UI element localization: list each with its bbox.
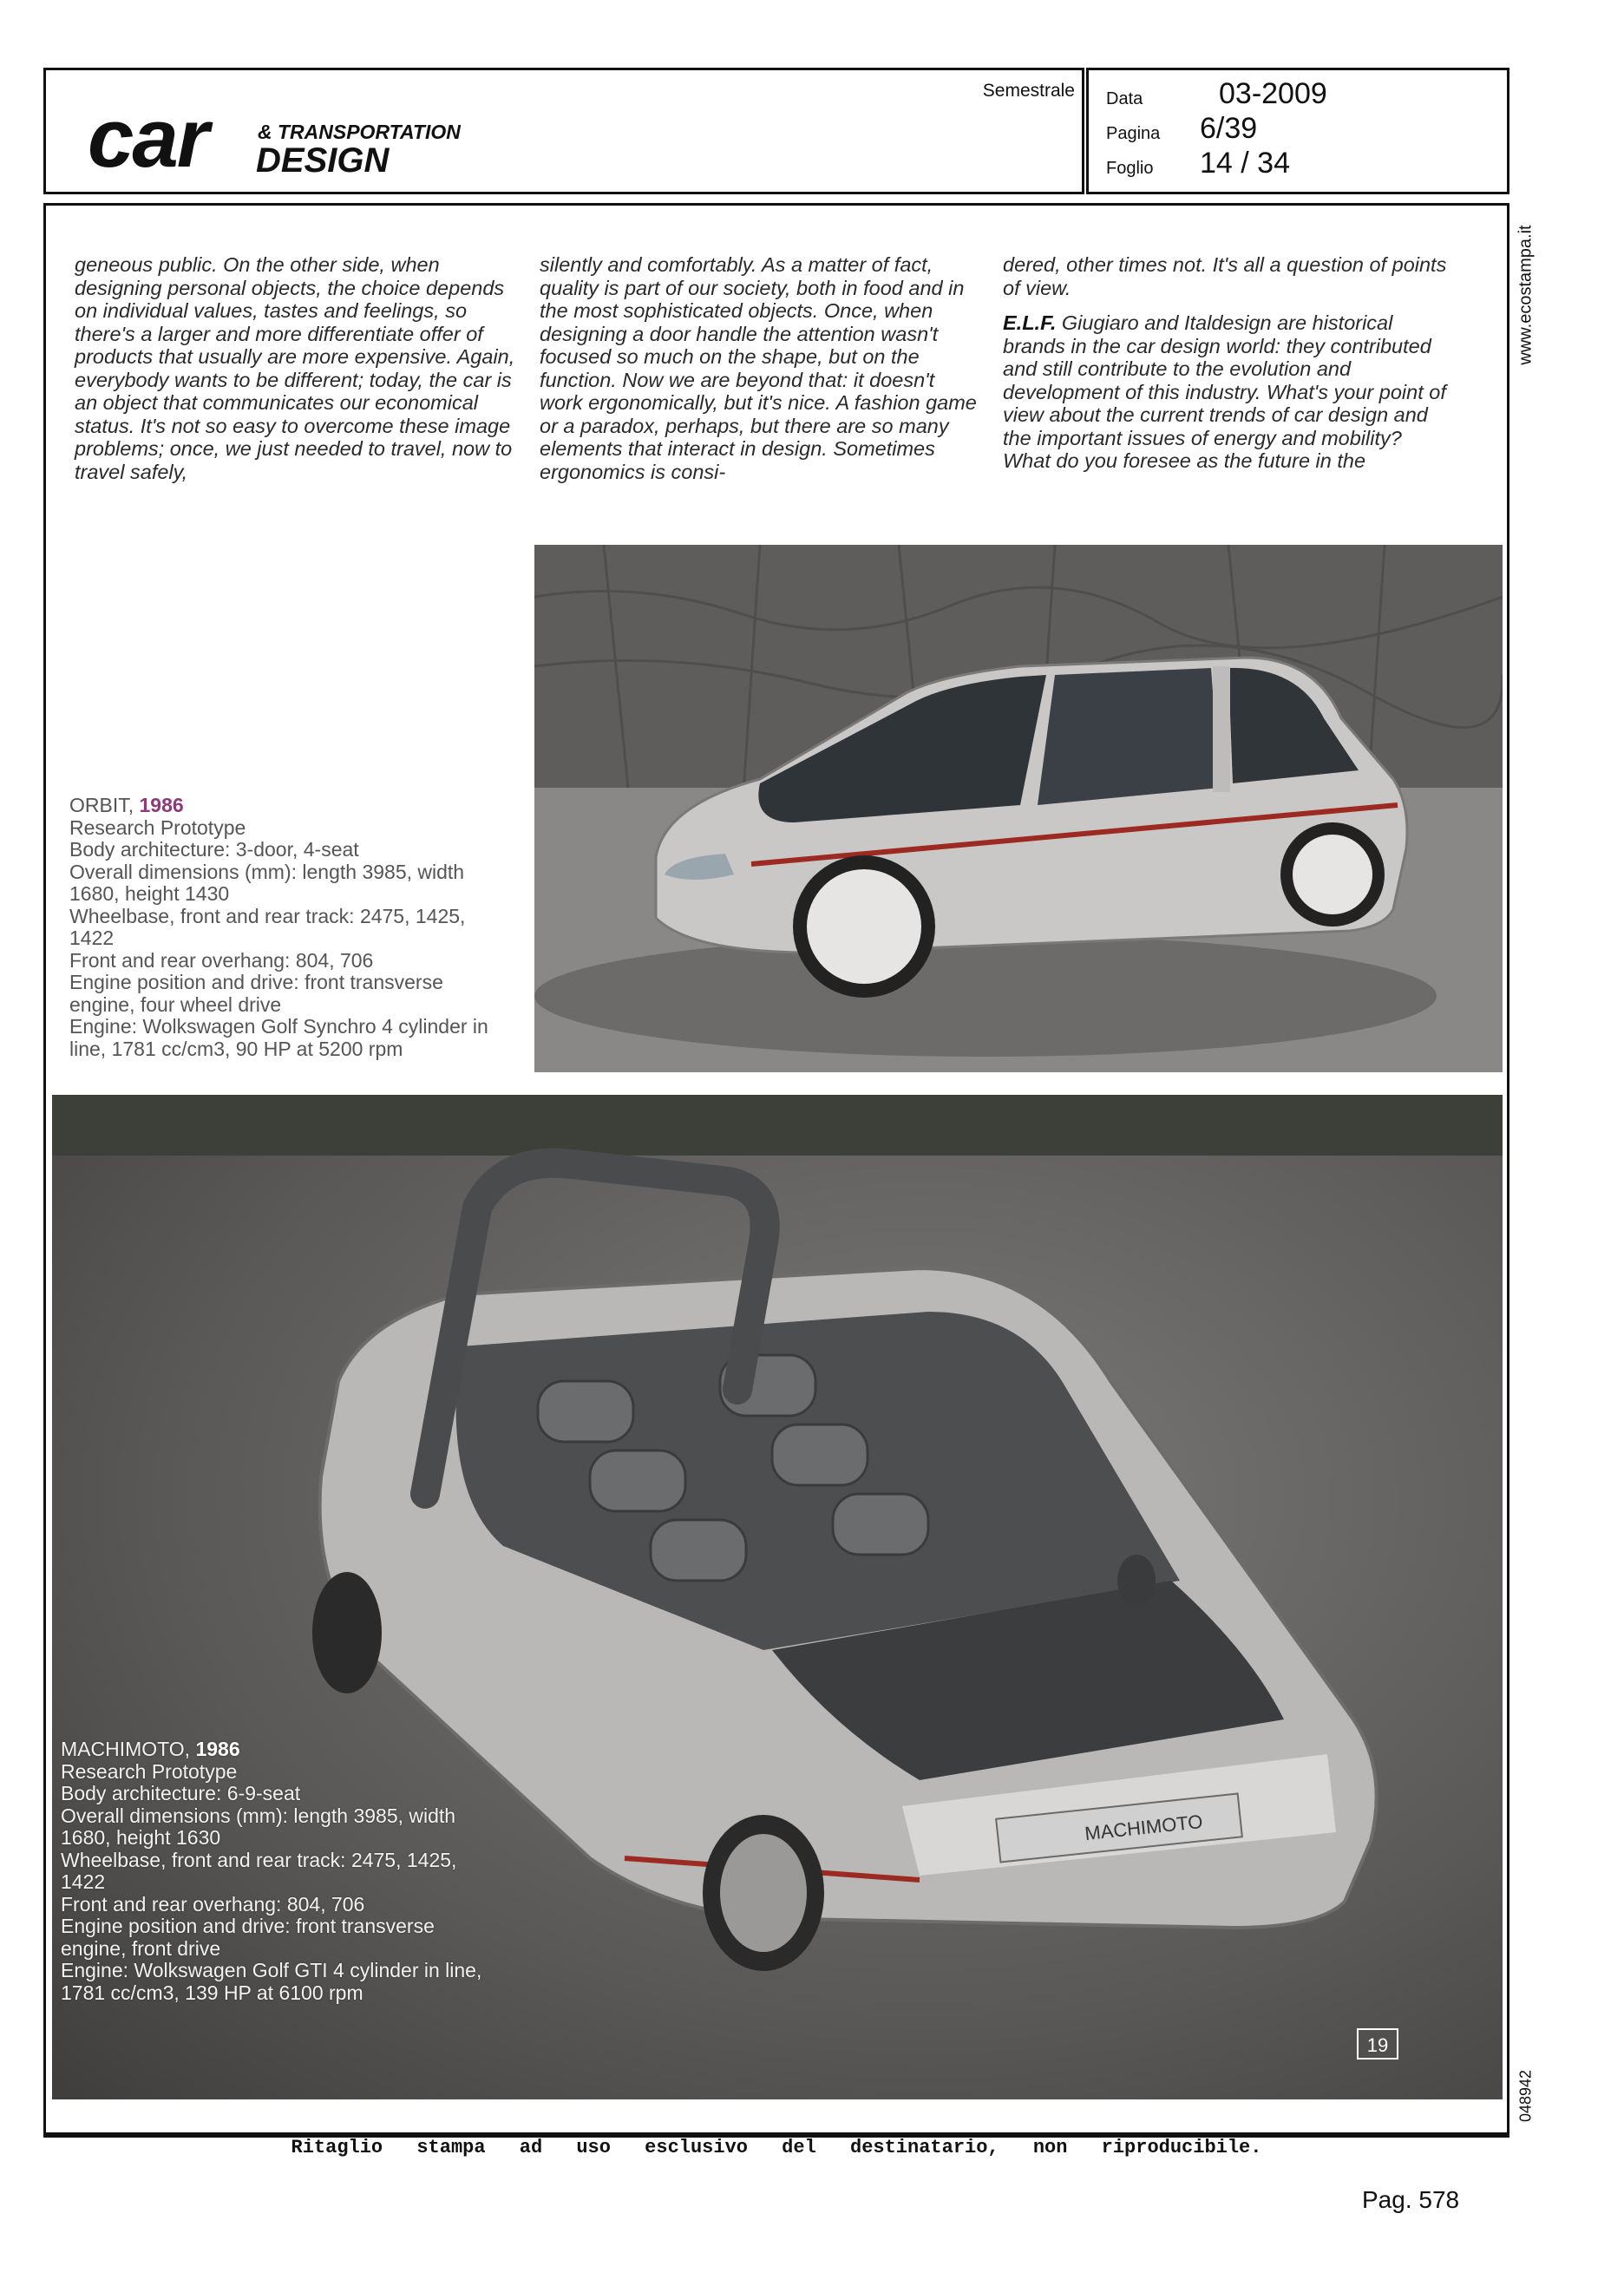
orbit-caption bbox=[69, 795, 503, 1060]
page-row bbox=[1106, 112, 1505, 147]
machimoto-caption-line: Engine: Wolkswagen Golf GTI 4 cylinder in line, 1781 cc/cm3, 139 HP at 6100 rpm bbox=[61, 1959, 482, 2004]
footer-divider bbox=[43, 2132, 1509, 2135]
orbit-caption-title bbox=[69, 795, 503, 817]
machimoto-caption-line: Engine position and drive: front transverse engine, front drive bbox=[61, 1915, 435, 1960]
clipping-info-box bbox=[1086, 68, 1509, 194]
page-label: Pagina bbox=[1106, 124, 1161, 143]
orbit-caption-line: Research Prototype bbox=[69, 815, 246, 839]
page-number: Pag. 578 bbox=[1362, 2186, 1460, 2213]
orbit-caption-line: Engine position and drive: front transverse engine, four wheel drive bbox=[69, 971, 443, 1016]
orbit-caption-line: Body architecture: 3-door, 4-seat bbox=[69, 838, 359, 861]
article-col3-text-2: Giugiaro and Italdesign are historical brands in the car design world: they contributed and still contribute to the evolution and development of this industry. What's your point of view about the current trends of car design and the important issues of energy and mobility? What do you foresee as the future in the bbox=[1003, 311, 1446, 472]
reproduction-notice: Ritaglio stampa ad uso esclusivo del destinatario, non riproducibile. bbox=[291, 2137, 1262, 2158]
machimoto-caption-title bbox=[61, 1739, 494, 1761]
machimoto-caption-line: Front and rear overhang: 804, 706 bbox=[61, 1892, 365, 1916]
article-col2-text: silently and comfortably. As a matter of fact, quality is part of our society, both in food and in the most sophisticated objects. Once, when designing a door handle the attention wasn't focused so much on the shape, but on the function. Now we are beyond that: it doesn't work ergonomically, but it's nice. A fashion game or a paradox, perhaps, but there are so many elements that interact in design. Sometimes ergonomics is consi- bbox=[540, 253, 977, 483]
side-url-strip bbox=[1513, 208, 1539, 382]
periodicity-label: Semestrale bbox=[982, 81, 1075, 101]
machimoto-year: 1986 bbox=[195, 1738, 240, 1760]
machimoto-caption-line: Wheelbase, front and rear track: 2475, 1425, 1422 bbox=[61, 1848, 457, 1893]
article-col3-paragraph-2 bbox=[1003, 311, 1454, 473]
orbit-caption-line: Engine: Wolkswagen Golf Synchro 4 cylinder in line, 1781 cc/cm3, 90 HP at 5200 rpm bbox=[69, 1015, 488, 1060]
date-value: 03-2009 bbox=[1219, 77, 1327, 110]
page-value: 6/39 bbox=[1200, 112, 1258, 145]
masthead-box bbox=[43, 68, 1084, 194]
date-label: Data bbox=[1106, 89, 1143, 108]
machimoto-plate-text: MACHIMOTO bbox=[1084, 1810, 1204, 1845]
sheet-row bbox=[1106, 147, 1505, 181]
side-code-strip bbox=[1513, 2061, 1539, 2131]
machimoto-caption-line: Research Prototype bbox=[61, 1759, 238, 1783]
interviewer-initials: E.L.F. bbox=[1003, 311, 1057, 334]
orbit-caption-line: Wheelbase, front and rear track: 2475, 1425, 1422 bbox=[69, 904, 466, 949]
machimoto-name: MACHIMOTO, bbox=[61, 1738, 191, 1760]
logo-transportation-text: & TRANSPORTATION bbox=[258, 121, 461, 143]
sheet-label: Foglio bbox=[1106, 159, 1154, 178]
machimoto-caption-line: Overall dimensions (mm): length 3985, width 1680, height 1630 bbox=[61, 1804, 456, 1849]
side-url-text: www.ecostampa.it bbox=[1516, 225, 1536, 365]
logo-car-text: car bbox=[88, 92, 208, 185]
orbit-caption-line: Overall dimensions (mm): length 3985, width 1680, height 1430 bbox=[69, 860, 465, 905]
date-row bbox=[1106, 77, 1505, 112]
article-column-2 bbox=[540, 253, 980, 483]
figure-number-badge: 19 bbox=[1357, 2028, 1398, 2060]
orbit-year: 1986 bbox=[139, 794, 184, 816]
article-column-1 bbox=[75, 253, 517, 483]
logo-design-text: DESIGN bbox=[256, 141, 390, 180]
magazine-logo bbox=[88, 92, 487, 185]
side-code-text: 048942 bbox=[1516, 2069, 1535, 2123]
orbit-car-illustration bbox=[534, 545, 1503, 1072]
article-col1-text: geneous public. On the other side, when designing personal objects, the choice depends on individual values, tastes and feelings, so there's a larger and more differentiate offer of products that usually are more expensive. Again, everybody wants to be different; today, the car is an object that communicates our economical status. It's not so easy to overcome these image problems; once, we just needed to travel, now to travel safely, bbox=[75, 253, 515, 483]
orbit-photo bbox=[534, 545, 1503, 1072]
machimoto-caption-line: Body architecture: 6-9-seat bbox=[61, 1782, 301, 1804]
machimoto-caption bbox=[61, 1739, 494, 2004]
orbit-name: ORBIT, bbox=[69, 794, 134, 816]
article-col3-text-1: dered, other times not. It's all a question of points of view. bbox=[1003, 253, 1447, 299]
sheet-value: 14 / 34 bbox=[1200, 147, 1290, 180]
article-column-3 bbox=[1003, 253, 1454, 473]
orbit-caption-line: Front and rear overhang: 804, 706 bbox=[69, 948, 374, 972]
